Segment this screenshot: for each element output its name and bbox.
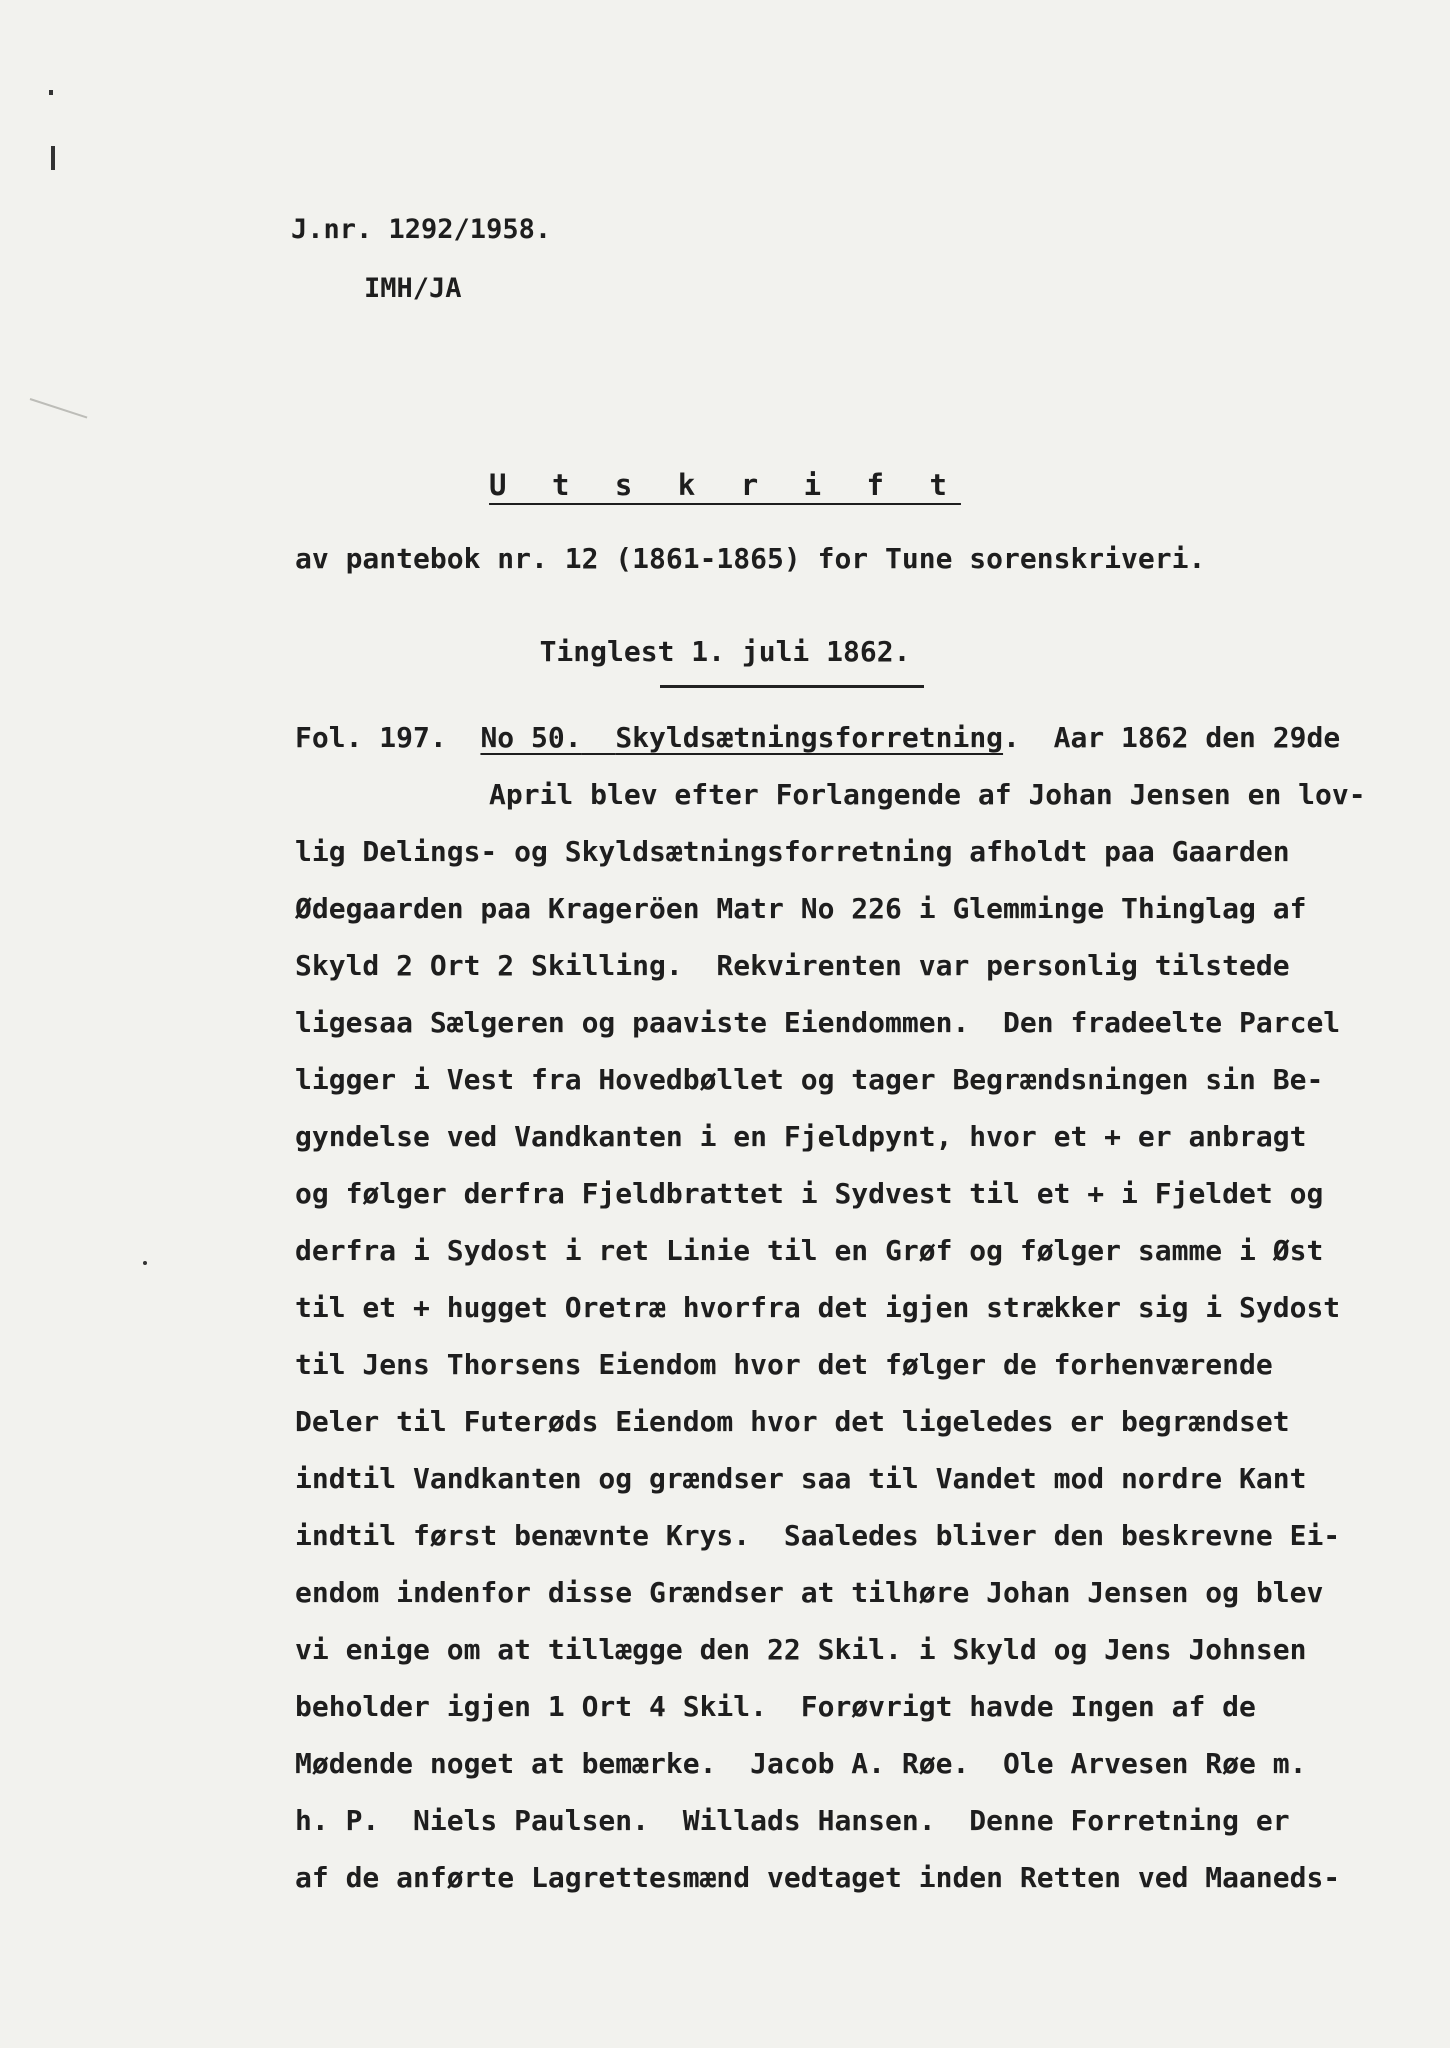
text-line: til Jens Thorsens Eiendom hvor det følger de forhenværende xyxy=(295,1348,1273,1381)
text-line: derfra i Sydost i ret Linie til en Grøf og følger samme i Øst xyxy=(295,1234,1324,1267)
text-line: vi enige om at tillægge den 22 Skil. i Skyld og Jens Johnsen xyxy=(295,1633,1307,1666)
margin-mark-top xyxy=(49,90,53,95)
text-line: beholder igjen 1 Ort 4 Skil. Forøvrigt havde Ingen af de xyxy=(295,1690,1256,1723)
text-line: indtil først benævnte Krys. Saaledes bliver den beskrevne Ei- xyxy=(295,1519,1341,1552)
entry-number-space xyxy=(582,721,616,754)
document-subtitle: av pantebok nr. 12 (1861-1865) for Tune sorenskriveri. xyxy=(295,542,1206,575)
text-line: og følger derfra Fjeldbrattet i Sydvest til et + i Fjeldet og xyxy=(295,1177,1324,1210)
entry-number: No 50. xyxy=(480,721,582,754)
text-line: til et + hugget Oretræ hvorfra det igjen strækker sig i Sydost xyxy=(295,1291,1341,1324)
entry-heading: Skyldsætningsforretning xyxy=(615,721,1004,754)
text-line: h. P. Niels Paulsen. Willads Hansen. Denne Forretning er xyxy=(295,1804,1290,1837)
text-line: af de anførte Lagrettesmænd vedtaget inden Retten ved Maaneds- xyxy=(295,1861,1341,1894)
folio: Fol. 197. xyxy=(295,721,447,754)
text-line: indtil Vandkanten og grændser saa til Vandet mod nordre Kant xyxy=(295,1462,1307,1495)
document-title xyxy=(0,468,1450,502)
text-line: endom indenfor disse Grændser at tilhøre Johan Jensen og blev xyxy=(295,1576,1324,1609)
text-line: Mødende noget at bemærke. Jacob A. Røe. Ole Arvesen Røe m. xyxy=(295,1747,1307,1780)
folio-space xyxy=(447,721,481,754)
initials: IMH/JA xyxy=(364,273,462,304)
first-line-rest: . Aar 1862 den 29de xyxy=(1003,721,1341,754)
text-line: Ødegaarden paa Krageröen Matr No 226 i Glemminge Thinglag af xyxy=(295,892,1307,925)
text-line: gyndelse ved Vandkanten i en Fjeldpynt, hvor et + er anbragt xyxy=(295,1120,1307,1153)
registration-date: Tinglest 1. juli 1862. xyxy=(539,635,911,668)
text-line: Deler til Futerøds Eiendom hvor det ligeledes er begrændset xyxy=(295,1405,1290,1438)
text-line: ligger i Vest fra Hovedbøllet og tager Begrændsningen sin Be- xyxy=(295,1063,1324,1096)
text-line: ligesaa Sælgeren og paaviste Eiendommen. Den fradeelte Parcel xyxy=(295,1006,1341,1039)
margin-stroke xyxy=(30,398,88,418)
text-line: lig Delings- og Skyldsætningsforretning afholdt paa Gaarden xyxy=(295,835,1290,868)
text-line: Skyld 2 Ort 2 Skilling. Rekvirenten var personlig tilstede xyxy=(295,949,1290,982)
margin-mark-colon xyxy=(51,146,55,170)
journal-reference: J.nr. 1292/1958. xyxy=(291,214,552,245)
first-line xyxy=(295,721,1340,761)
margin-speck xyxy=(143,1261,147,1265)
text-line: April blev efter Forlangende af Johan Jensen en lov- xyxy=(489,778,1366,811)
title-divider xyxy=(660,685,924,688)
document-title-text: U t s k r i f t xyxy=(489,468,961,502)
